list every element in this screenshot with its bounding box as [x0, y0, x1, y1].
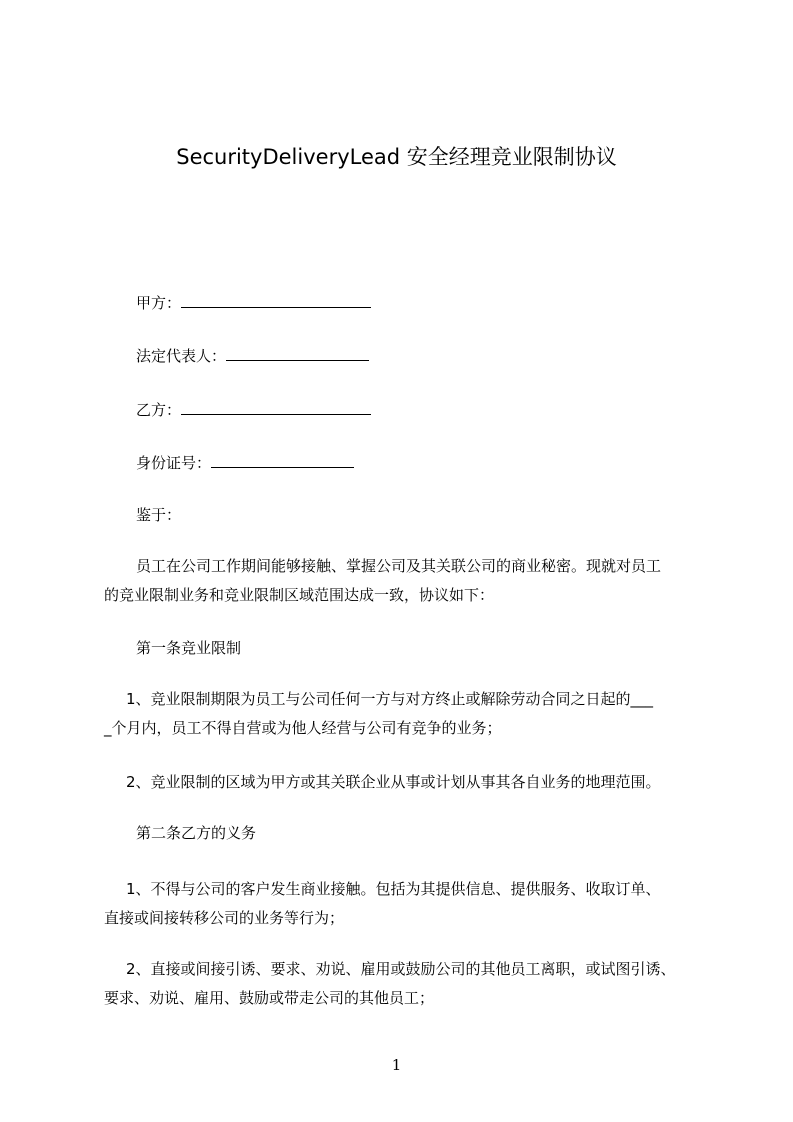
party-a-line	[136, 291, 371, 314]
article-2-item-1-line-1: 1、不得与公司的客户发生商业接触。包括为其提供信息、提供服务、收取订单、	[126, 880, 661, 898]
legal-rep-blank	[226, 344, 369, 361]
id-number-blank	[211, 451, 354, 468]
article-2-item-2-line-2: 要求、劝说、雇用、鼓励或带走公司的其他员工；	[104, 989, 435, 1007]
intro-line-2: 的竞业限制业务和竞业限制区域范围达成一致，协议如下：	[104, 586, 495, 604]
party-a-label: 甲方：	[136, 294, 182, 312]
party-a-blank	[181, 291, 371, 308]
article-1-heading: 第一条竞业限制	[136, 639, 242, 657]
intro-line-1: 员工在公司工作期间能够接触、掌握公司及其关联公司的商业秘密。现就对员工	[136, 557, 662, 575]
legal-rep-line	[136, 344, 369, 367]
document-title: SecurityDeliveryLead 安全经理竞业限制协议	[176, 145, 617, 169]
party-b-blank	[181, 398, 371, 415]
article-1-item-2	[104, 768, 704, 797]
article-1-item-1-line-1: 1、竞业限制期限为员工与公司任何一方与对方终止或解除劳动合同之日起的___	[126, 690, 654, 708]
article-2-item-1-line-2: 直接或间接转移公司的业务等行为；	[104, 909, 345, 927]
id-number-label: 身份证号：	[136, 454, 212, 472]
page-number: 1	[391, 1056, 402, 1074]
article-2-item-1	[104, 875, 704, 933]
party-b-label: 乙方：	[136, 401, 182, 419]
article-2-item-2-line-1: 2、直接或间接引诱、要求、劝说、雇用或鼓励公司的其他员工离职，或试图引诱、	[126, 960, 676, 978]
article-2-item-2	[104, 955, 704, 1013]
article-1-item-1	[104, 685, 704, 743]
legal-rep-label: 法定代表人：	[136, 347, 227, 365]
article-1-item-2-line: 2、竞业限制的区域为甲方或其关联企业从事或计划从事其各自业务的地理范围。	[126, 773, 661, 791]
intro-paragraph	[104, 552, 704, 610]
whereas-label: 鉴于：	[136, 506, 182, 524]
article-1-item-1-line-2: _个月内，员工不得自营或为他人经营与公司有竞争的业务；	[104, 719, 502, 737]
party-b-line	[136, 398, 371, 421]
article-2-heading: 第二条乙方的义务	[136, 824, 257, 842]
id-number-line	[136, 451, 354, 474]
